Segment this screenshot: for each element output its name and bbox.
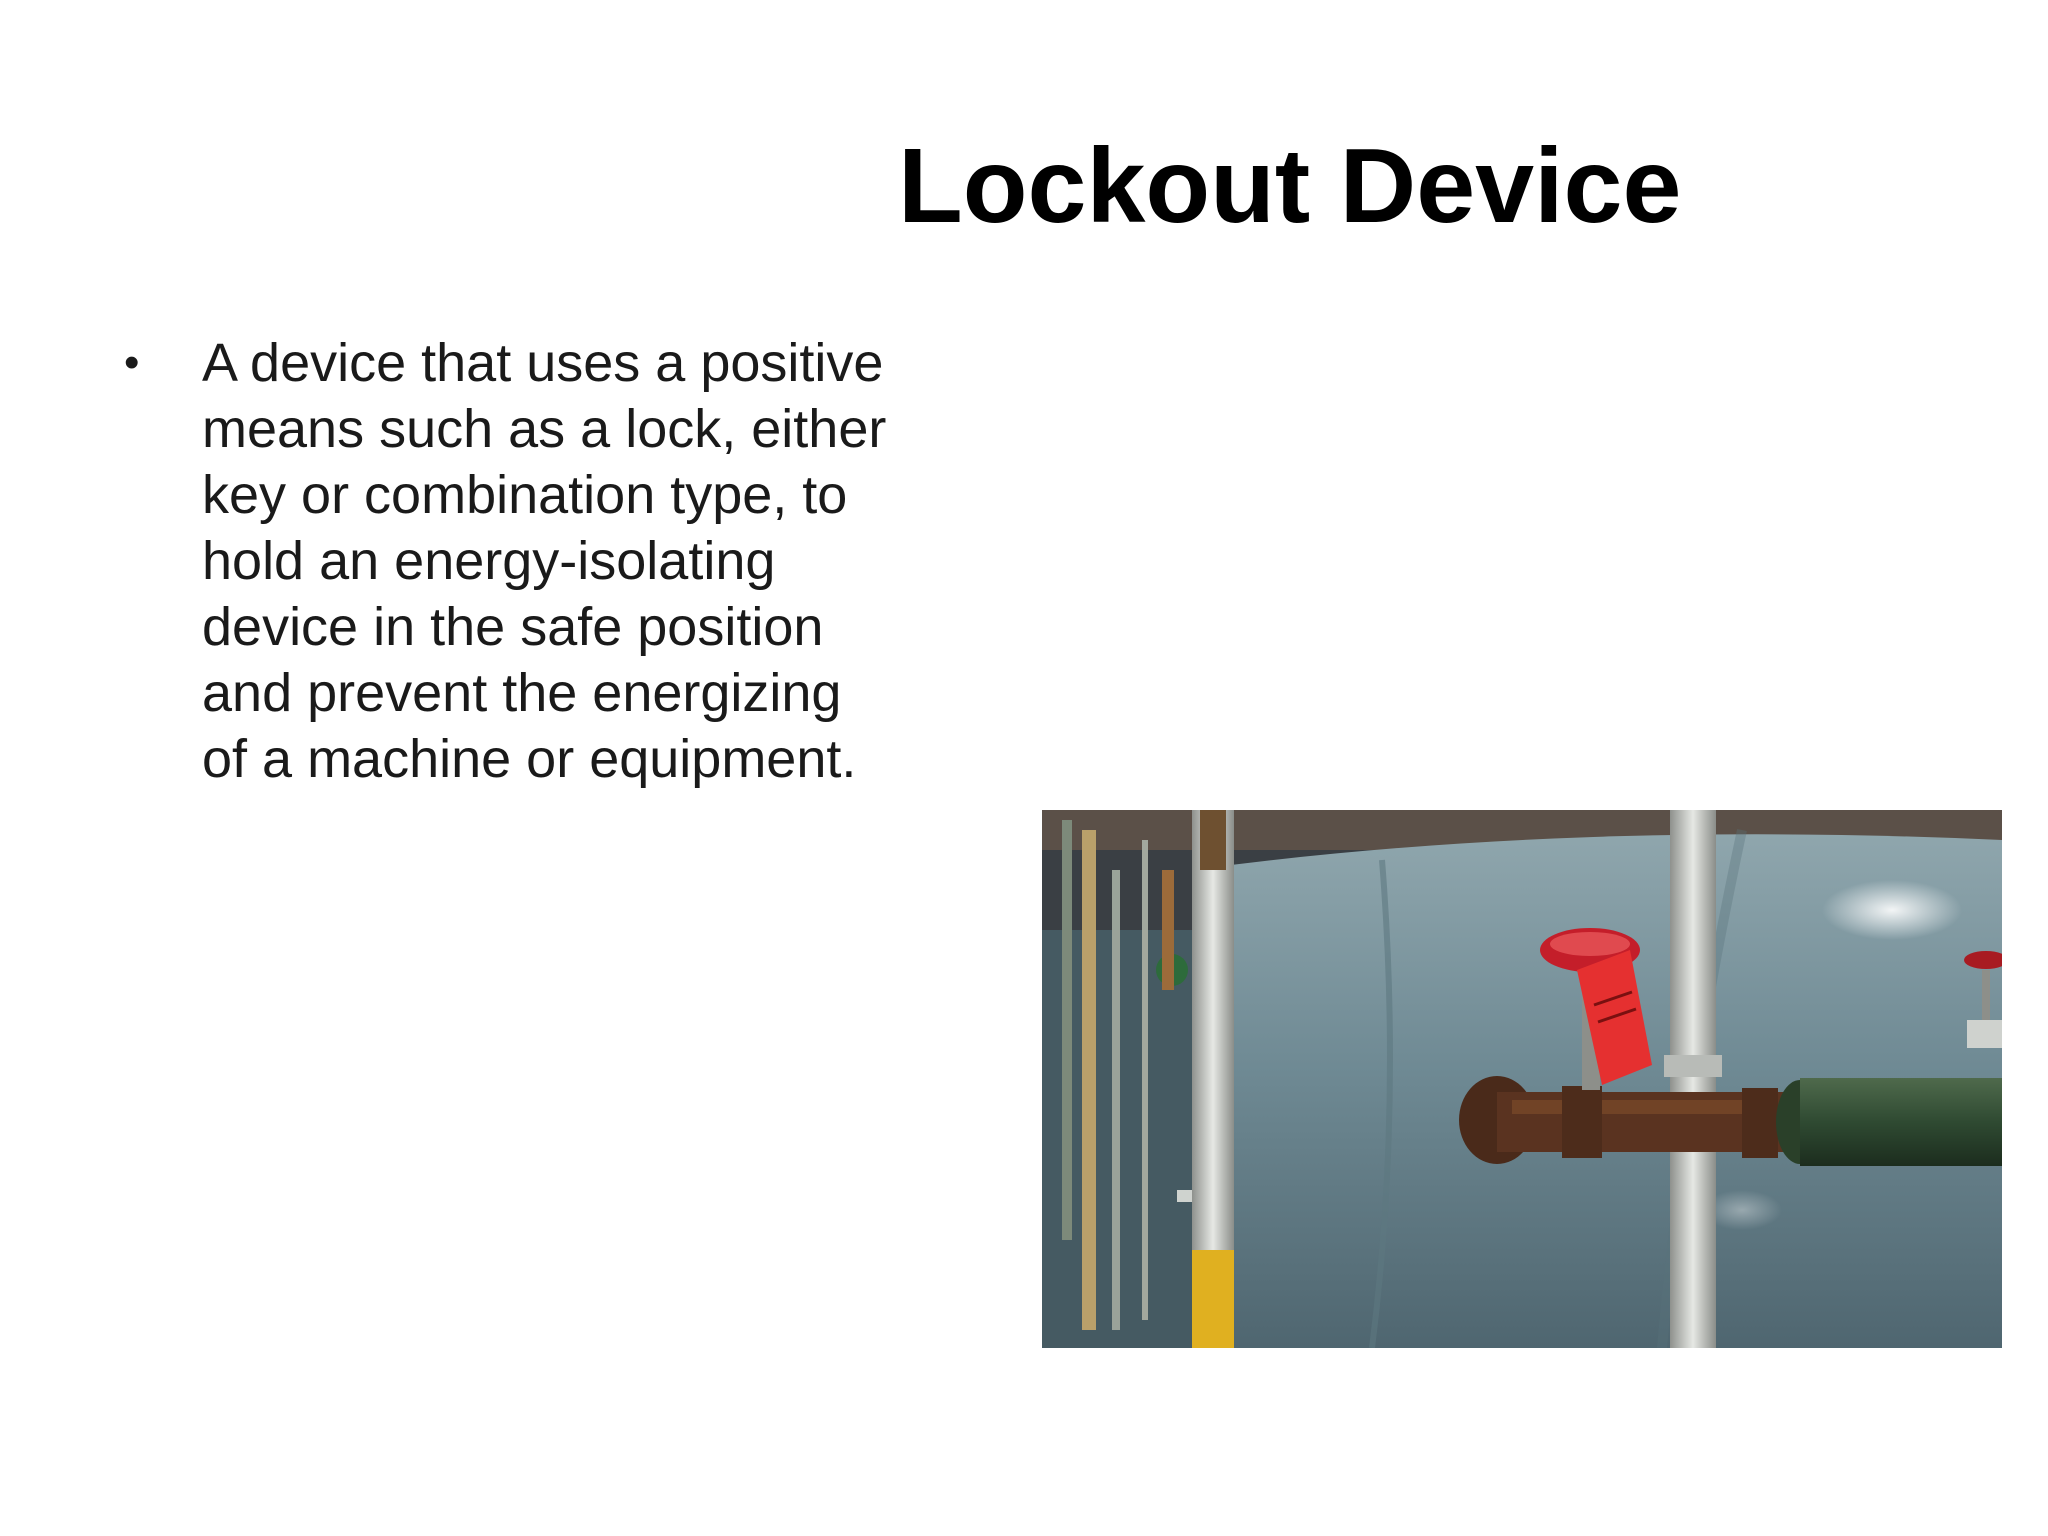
bullet-line: and prevent the energizing <box>202 663 842 723</box>
bullet-item <box>120 330 1020 792</box>
bullet-line: A device that uses a positive <box>202 333 884 393</box>
bullet-line: key or combination type, to <box>202 465 848 525</box>
bullet-line: device in the safe position <box>202 597 824 657</box>
industrial-valve-lockout-photo <box>1042 810 2002 1348</box>
bullet-line: means such as a lock, either <box>202 399 887 459</box>
bullet-list <box>120 330 1020 792</box>
bullet-line: hold an energy-isolating <box>202 531 776 591</box>
slide-title: Lockout Device <box>898 127 1682 245</box>
bullet-line: of a machine or equipment. <box>202 729 857 789</box>
bullet-icon: • <box>124 338 140 387</box>
